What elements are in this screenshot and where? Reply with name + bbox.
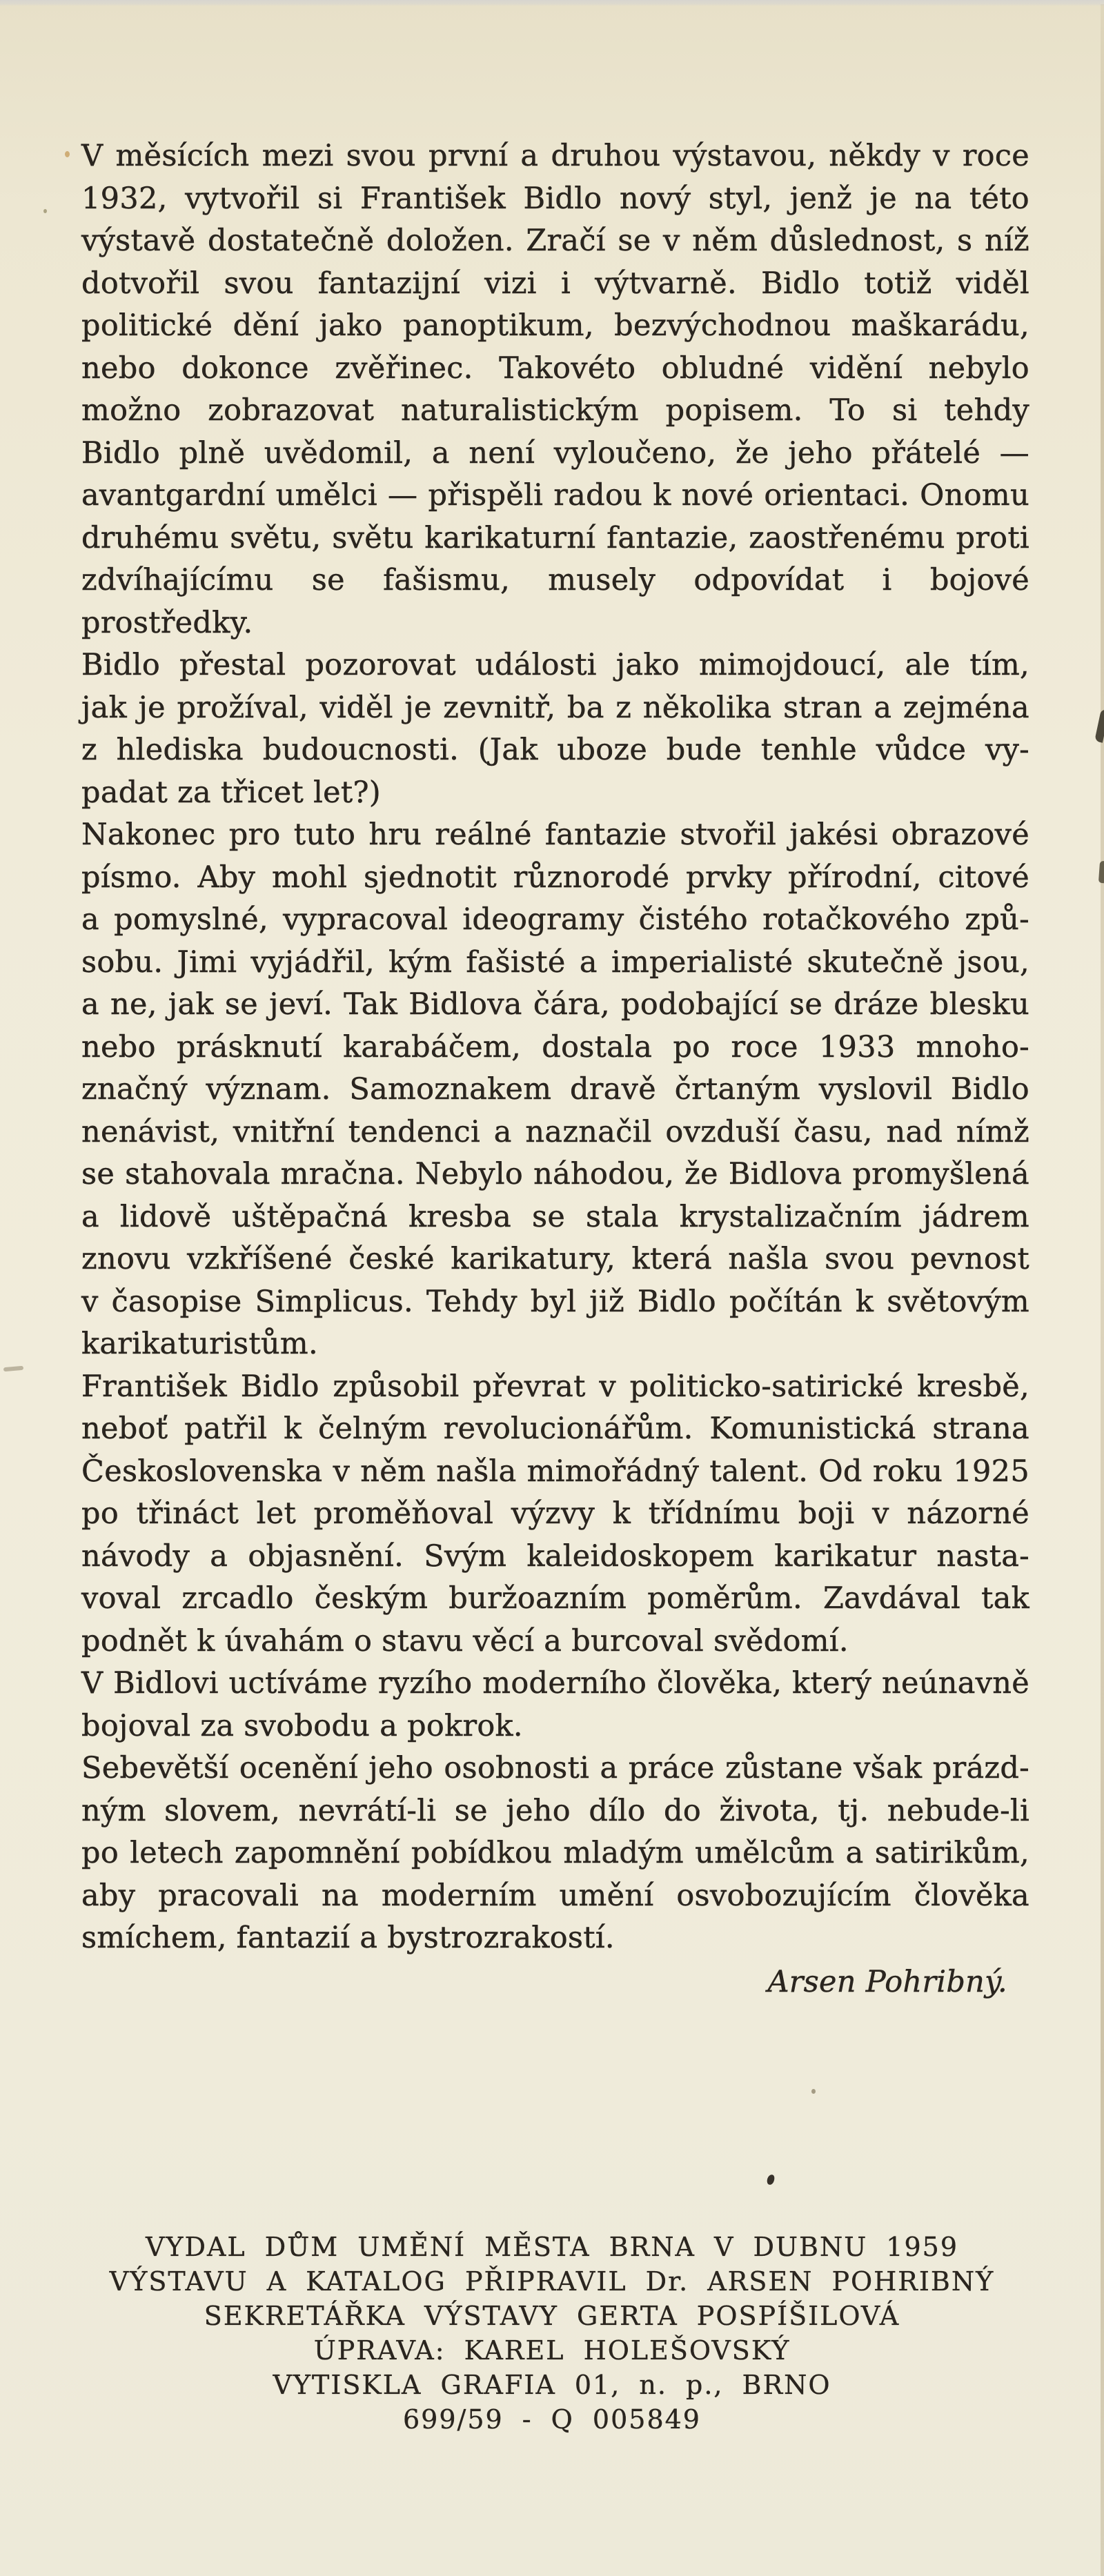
scan-edge-top — [0, 0, 1104, 6]
text-line: znovu vzkříšené české karikatury, která našla svou pevnost — [81, 1242, 1029, 1276]
text-line: zdvíhajícímu se fašismu, musely odpovídat i bojové prostředky. — [81, 563, 1029, 640]
text-line: písmo. Aby mohl sjednotit různorodé prvky přírodní, citové — [81, 860, 1029, 895]
author-signature: Arsen Pohribný. — [767, 1964, 1007, 1999]
text-line: 1932, vytvořil si František Bidlo nový styl, jenž je na této — [81, 181, 1029, 216]
text-line: Nakonec pro tuto hru reálné fantazie stvořil jakési obrazové — [81, 818, 1029, 852]
paragraph — [81, 1366, 1029, 1663]
text-line: avantgardní umělci — přispěli radou k nové orientaci. Onomu — [81, 478, 1029, 513]
ink-mark-right-lower — [1098, 861, 1104, 883]
text-line: padat za třicet let?) — [81, 775, 381, 810]
text-line: karikaturistům. — [81, 1327, 318, 1361]
text-line: značný význam. Samoznakem dravě črtaným vyslovil Bidlo — [81, 1072, 1029, 1107]
text-line: po letech zapomnění pobídkou mladým umělcům a satirikům, — [81, 1836, 1029, 1870]
colophon — [78, 2230, 1026, 2437]
ink-speck — [766, 2174, 775, 2186]
paragraph — [81, 1747, 1029, 1960]
paragraph — [81, 814, 1029, 1366]
text-line: jak je prožíval, viděl je zevnitř, ba z několika stran a zejména — [81, 690, 1029, 725]
colophon-line: ÚPRAVA: KAREL HOLEŠOVSKÝ — [313, 2335, 791, 2366]
text-line: sobu. Jimi vyjádřil, kým fašisté a imperialisté skutečně jsou, — [81, 944, 1029, 980]
text-line: V měsících mezi svou první a druhou výstavou, někdy v roce — [81, 139, 1029, 173]
paragraph — [81, 135, 1029, 814]
faint-dash-left-margin — [3, 1366, 23, 1372]
text-line: nebo dokonce zvěřinec. Takovéto obludné vidění nebylo — [81, 350, 1029, 386]
text-line: a lidově uštěpačná kresba se stala krystalizačním jádrem — [81, 1199, 1029, 1234]
paper-edge-right — [1101, 4, 1104, 2576]
paragraph — [81, 1663, 1029, 1747]
text-line: voval zrcadlo českým buržoazním poměrům. Zavdával tak — [81, 1581, 1029, 1616]
essay-paragraphs — [81, 135, 1029, 1960]
paper-speck-small — [43, 209, 47, 213]
text-line: a pomyslné, vypracoval ideogramy čistého rotačkového způ- — [81, 902, 1029, 937]
paper-speck — [65, 151, 70, 157]
text-line: po třináct let proměňoval výzvy k třídnímu boji v názorné — [81, 1496, 1029, 1531]
colophon-line: VÝSTAVU A KATALOG PŘIPRAVIL Dr. ARSEN POHRIBNÝ — [109, 2266, 995, 2297]
colophon-line: VYTISKLA GRAFIA 01, n. p., BRNO — [273, 2370, 831, 2400]
text-line: výstavě dostatečně doložen. Zračí se v něm důslednost, s níž — [81, 224, 1029, 258]
text-line: druhému světu, světu karikaturní fantazie, zaostřenému proti — [81, 520, 1029, 555]
colophon-line: 699/59 - Q 005849 — [403, 2404, 701, 2435]
ink-mark-right-upper — [1094, 709, 1104, 742]
text-line: z hlediska budoucnosti. (Jak uboze bude tenhle vůdce vy- — [81, 733, 1029, 767]
text-line: nenávist, vnitřní tendenci a naznačil ovzduší času, nad nímž — [81, 1114, 1029, 1149]
text-line: aby pracovali na moderním umění osvobozujícím člověka — [81, 1878, 1029, 1913]
text-line: a ne, jak se jeví. Tak Bidlova čára, podobající se dráze blesku — [81, 987, 1029, 1022]
text-line: možno zobrazovat naturalistickým popisem. To si tehdy — [81, 393, 1029, 428]
text-line: podnět k úvahám o stavu věcí a burcoval svědomí. — [81, 1623, 849, 1658]
text-line: návody a objasnění. Svým kaleidoskopem karikatur nasta- — [81, 1538, 1029, 1574]
text-line: smíchem, fantazií a bystrozrakostí. — [81, 1921, 615, 1955]
text-line: se stahovala mračna. Nebylo náhodou, že Bidlova promyšlená — [81, 1157, 1029, 1191]
text-line: Československa v něm našla mimořádný talent. Od roku 1925 — [81, 1454, 1029, 1489]
text-line: František Bidlo způsobil převrat v politicko-satirické kresbě, — [81, 1369, 1029, 1404]
essay-text-block — [81, 135, 1029, 2003]
colophon-line: VYDAL DŮM UMĚNÍ MĚSTA BRNA V DUBNU 1959 — [145, 2232, 959, 2262]
text-line: Sebevětší ocenění jeho osobnosti a práce zůstane však prázd- — [81, 1751, 1029, 1785]
text-line: Bidlo plně uvědomil, a není vyloučeno, že jeho přátelé — — [81, 435, 1029, 470]
text-line: ným slovem, nevrátí-li se jeho dílo do života, tj. nebude-li — [81, 1793, 1029, 1828]
text-line: politické dění jako panoptikum, bezvýchodnou maškarádu, — [81, 308, 1029, 343]
ink-speck-faint — [811, 2089, 816, 2094]
text-line: Bidlo přestal pozorovat události jako mimojdoucí, ale tím, — [81, 648, 1029, 682]
text-line: dotvořil svou fantazijní vizi i výtvarně. Bidlo totiž viděl — [81, 266, 1029, 301]
text-line: V Bidlovi uctíváme ryzího moderního člověka, který neúnavně — [81, 1666, 1029, 1701]
text-line: nebo prásknutí karabáčem, dostala po roce 1933 mnoho- — [81, 1029, 1029, 1064]
colophon-line: SEKRETÁŘKA VÝSTAVY GERTA POSPÍŠILOVÁ — [204, 2301, 900, 2331]
text-line: v časopise Simplicus. Tehdy byl již Bidlo počítán k světovým — [81, 1284, 1029, 1319]
text-line: bojoval za svobodu a pokrok. — [81, 1708, 523, 1743]
text-line: neboť patřil k čelným revolucionářům. Komunistická strana — [81, 1411, 1029, 1446]
